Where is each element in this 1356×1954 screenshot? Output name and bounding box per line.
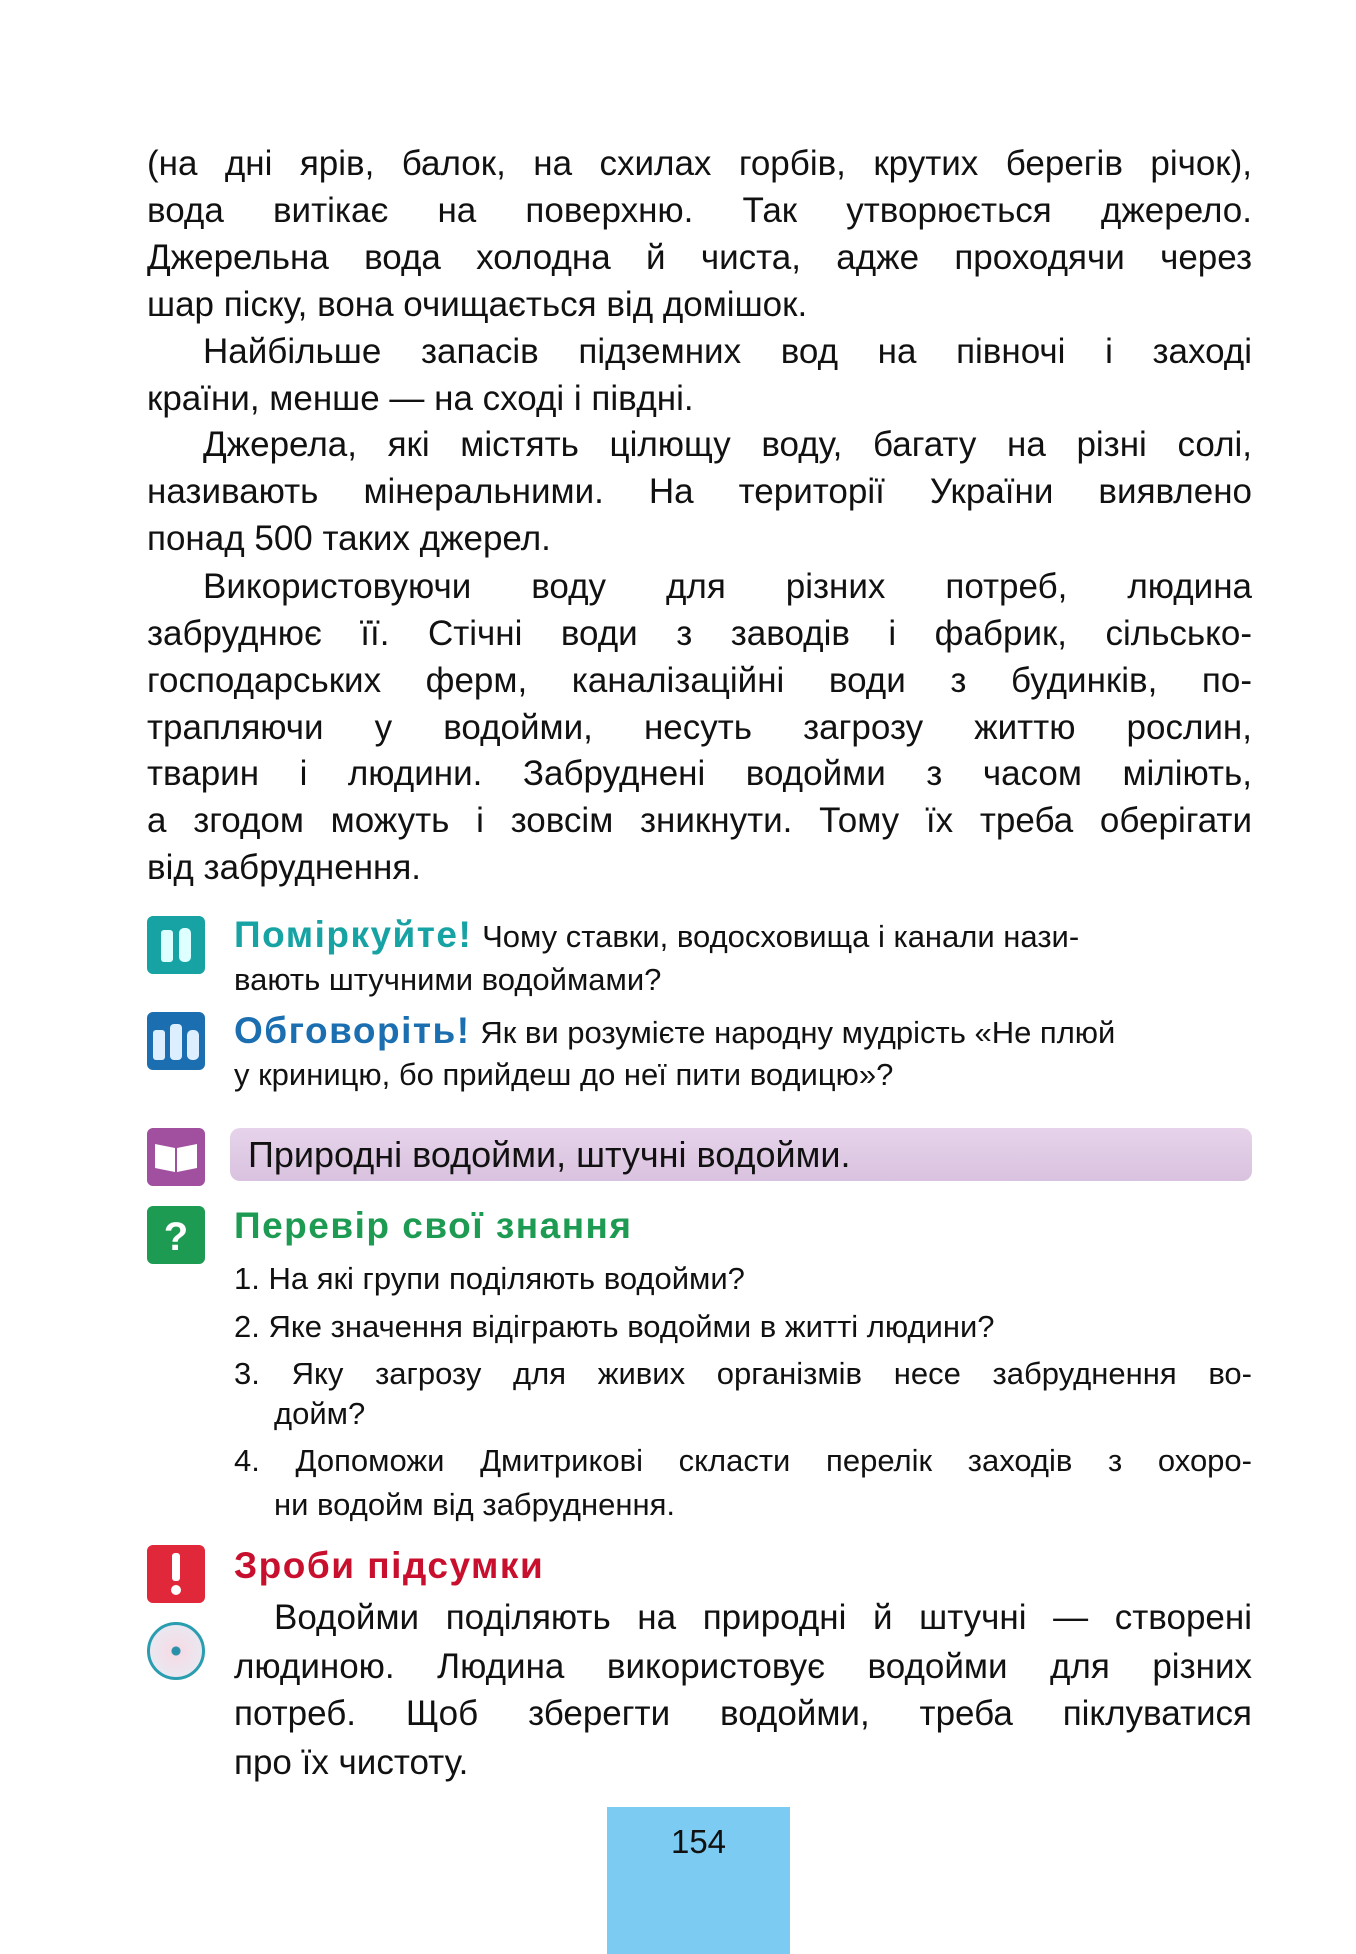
text-line: трапляючи у водойми, несуть загрозу життю рослин, (147, 708, 1252, 747)
text-line: вають штучними водоймами? (234, 962, 662, 997)
summary-title: Зроби підсумки (234, 1545, 545, 1586)
discuss-question: Як ви розумієте народну мудрість «Не плюй (480, 1015, 1116, 1050)
think-question: Чому ставки, водосховища і канали нази- (482, 919, 1080, 954)
think-title: Поміркуйте! (234, 914, 473, 955)
check-item: 2. Яке значення відіграють водойми в житті людини? (234, 1309, 995, 1344)
text-line: тварин і людини. Забруднені водойми з часом міліють, (147, 754, 1252, 793)
think-block (234, 911, 1252, 958)
check-title: Перевір свої знання (234, 1205, 633, 1246)
discuss-title: Обговоріть! (234, 1010, 471, 1051)
exclamation-icon (147, 1545, 205, 1603)
text-line: від забруднення. (147, 848, 422, 887)
summary-line: Водойми поділяють на природні й штучні — створені (274, 1598, 1252, 1637)
summary-line: про їх чистоту. (234, 1743, 469, 1782)
people-discussing-icon (147, 1012, 205, 1070)
check-item-cont: дойм? (274, 1396, 366, 1431)
keywords-text: Природні водойми, штучні водойми. (248, 1134, 851, 1175)
cd-icon (147, 1622, 205, 1680)
book-icon (147, 1128, 205, 1186)
page-number: 154 (670, 1823, 727, 1860)
text-line: господарських ферм, каналізаційні води з будинків, по- (147, 661, 1252, 700)
discuss-block (234, 1007, 1252, 1054)
check-item: 1. На які групи поділяють водойми? (234, 1261, 745, 1296)
text-line: шар піску, вона очищається від домішок. (147, 285, 808, 324)
text-line: вода витікає на поверхню. Так утворюється джерело. (147, 191, 1252, 230)
svg-text:?: ? (163, 1215, 189, 1259)
text-line: а згодом можуть і зовсім зникнути. Тому їх треба оберігати (147, 801, 1252, 840)
text-line: Джерельна вода холодна й чиста, адже проходячи через (147, 238, 1252, 277)
check-item: 4. Допоможи Дмитрикові скласти перелік заходів з охоро- (234, 1443, 1252, 1478)
check-item-cont: ни водойм від забруднення. (274, 1487, 676, 1522)
text-line: у криницю, бо прийдеш до неї пити водицю»? (234, 1057, 894, 1092)
text-line: називають мінеральними. На території України виявлено (147, 472, 1252, 511)
text-line: країни, менше — на сході і півдні. (147, 379, 694, 418)
text-line: Джерела, які містять цілющу воду, багату на різні солі, (203, 425, 1252, 464)
text-line: забруднює її. Стічні води з заводів і фабрик, сільсько- (147, 614, 1252, 653)
summary-line: потреб. Щоб зберегти водойми, треба піклуватися (234, 1694, 1252, 1733)
text-line: Використовуючи воду для різних потреб, людина (203, 567, 1252, 606)
text-line: понад 500 таких джерел. (147, 519, 551, 558)
text-line: (на дні ярів, балок, на схилах горбів, крутих берегів річок), (147, 144, 1252, 183)
check-item: 3. Яку загрозу для живих організмів несе забруднення во- (234, 1356, 1252, 1391)
text-line: Найбільше запасів підземних вод на півночі і заході (203, 332, 1252, 371)
people-thinking-icon (147, 916, 205, 974)
summary-line: людиною. Людина використовує водойми для різних (234, 1647, 1252, 1686)
question-mark-icon (147, 1206, 205, 1264)
page-number-box (607, 1807, 790, 1954)
